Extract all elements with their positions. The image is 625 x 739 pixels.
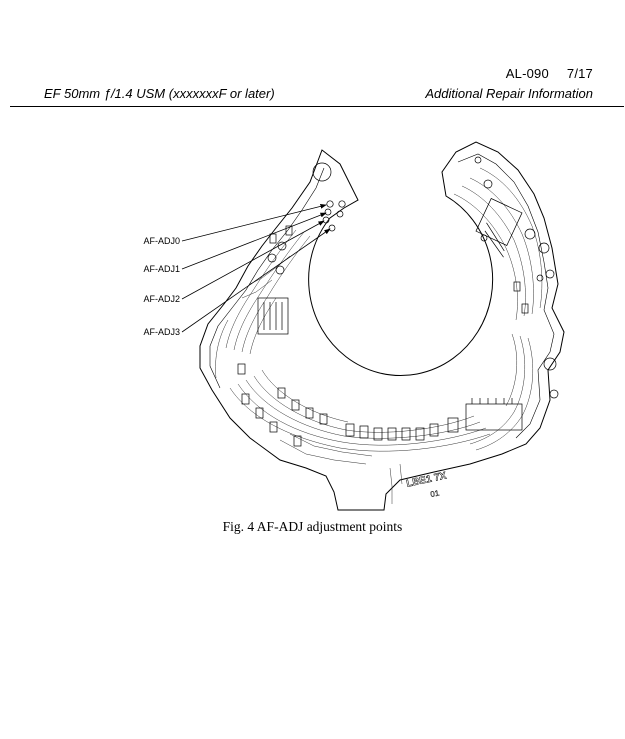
af-adj0-pad [327, 201, 333, 207]
section-title: Additional Repair Information [425, 86, 593, 101]
callout-af-adj3: AF-ADJ3 [143, 327, 180, 337]
top-right-connector [476, 199, 522, 246]
callout-af-adj2: AF-ADJ2 [143, 294, 180, 304]
mounting-hole [539, 243, 549, 253]
mounting-hole [484, 180, 492, 188]
test-pad [276, 266, 284, 274]
board-marking-secondary: 01 [429, 488, 441, 500]
page-number: 7/17 [566, 66, 593, 81]
pcb-inner-edge-right [458, 154, 554, 438]
mounting-hole [544, 358, 556, 370]
mounting-hole [313, 163, 331, 181]
bottom-right-ic [466, 404, 522, 430]
pcb-board-outline [200, 142, 564, 510]
left-connector [258, 298, 288, 334]
doc-number: AL-090 [505, 66, 549, 81]
lens-model-title: EF 50mm ƒ/1.4 USM (xxxxxxxF or later) [44, 86, 275, 101]
callout-leaders [182, 205, 330, 332]
mounting-hole [525, 229, 535, 239]
mounting-hole [550, 390, 558, 398]
pcb-inner-edge [210, 168, 324, 388]
af-adj1-pad [325, 209, 331, 215]
header-rule [10, 106, 624, 107]
pcb-figure [130, 138, 590, 518]
af-adj1-pad [337, 211, 343, 217]
figure-caption: Fig. 4 AF-ADJ adjustment points [222, 519, 403, 534]
callout-af-adj0: AF-ADJ0 [143, 236, 180, 246]
callout-af-adj1: AF-ADJ1 [143, 264, 180, 274]
pcb-drawing [130, 138, 590, 518]
pcb-traces [216, 168, 542, 504]
mounting-hole [475, 157, 481, 163]
document-code [506, 66, 593, 81]
af-adj0-pad [339, 201, 345, 207]
pcb-components [238, 157, 558, 446]
board-marking: LBE1 7X [405, 470, 448, 490]
af-adj3-pad [329, 225, 335, 231]
mounting-hole [546, 270, 554, 278]
